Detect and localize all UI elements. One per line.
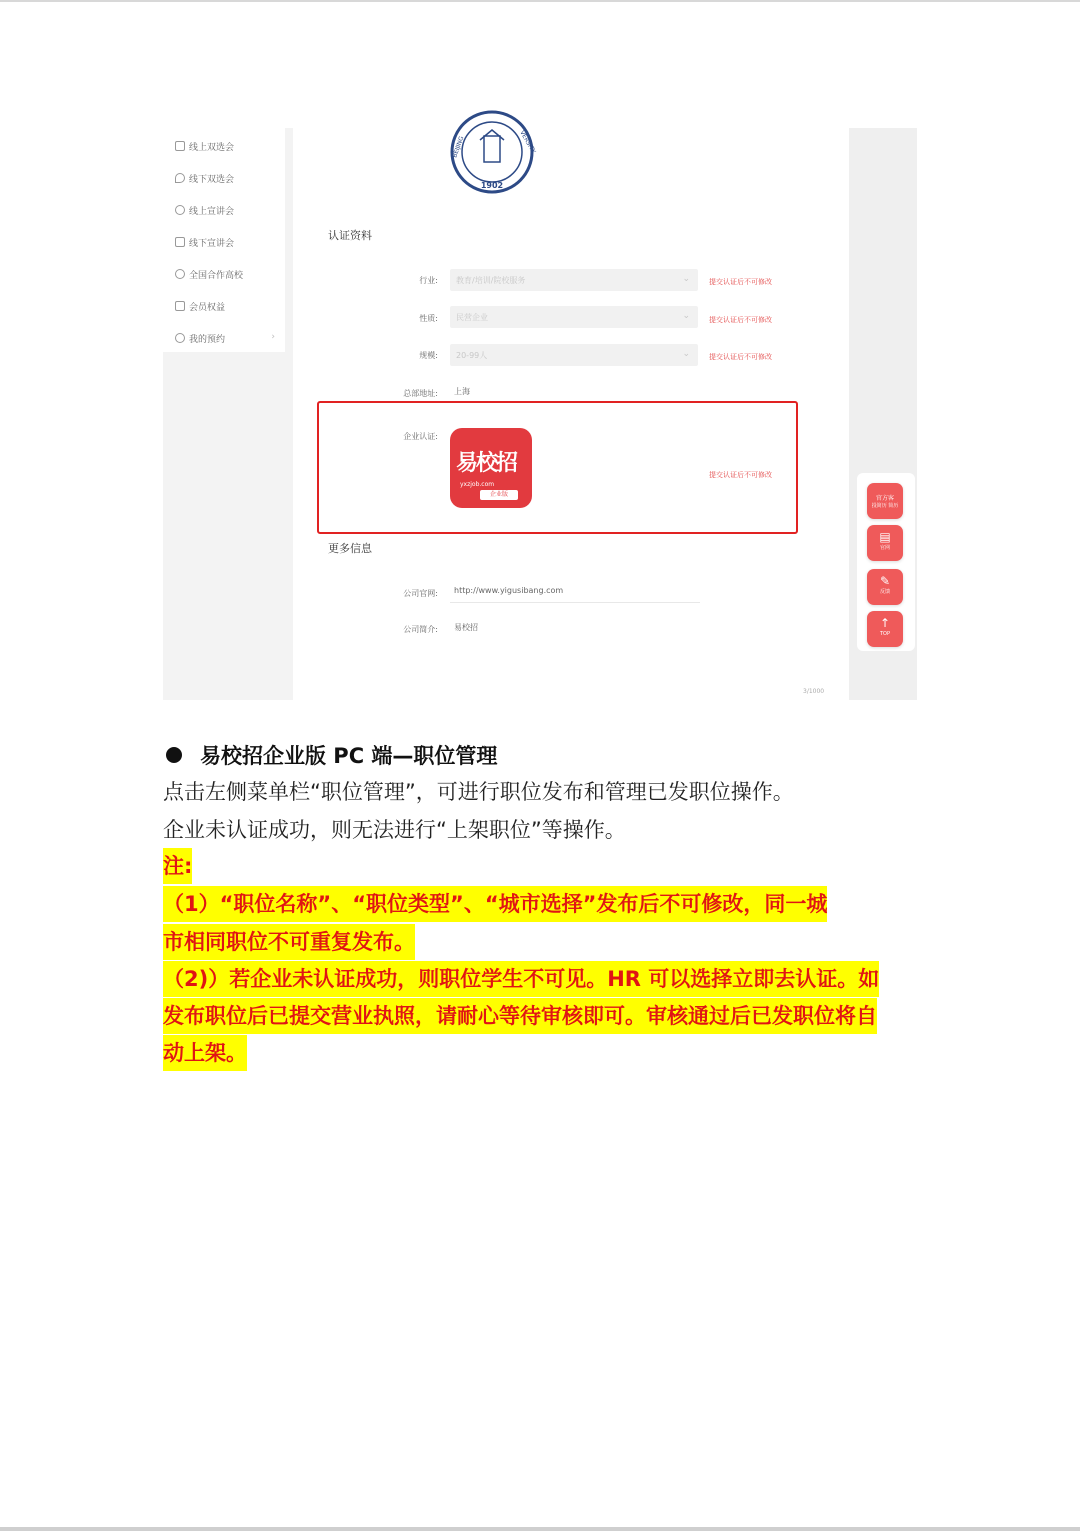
intro-value: 易校招: [454, 623, 478, 632]
nature-value: 民营企业: [456, 313, 488, 322]
nature-note: 提交认证后不可修改: [709, 316, 772, 324]
nature-label: 性质:: [419, 314, 438, 323]
float-button-label: 反馈: [879, 589, 890, 595]
feedback-float-button[interactable]: [867, 569, 903, 605]
note-line: 注:: [163, 848, 192, 884]
float-button-label: 投简历 简历: [871, 503, 899, 509]
university-seal-logo: [450, 128, 537, 194]
microphone-icon: [175, 205, 185, 215]
sidebar-item-membership[interactable]: [175, 297, 280, 315]
floating-toolbar: [857, 473, 915, 651]
sidebar-item-label: 线下双选会: [189, 174, 235, 185]
nature-select[interactable]: [450, 306, 698, 328]
scale-note: 提交认证后不可修改: [709, 353, 772, 361]
industry-note: 提交认证后不可修改: [709, 278, 772, 286]
sidebar: [163, 128, 285, 352]
note-line: （1）“职位名称”、“职位类型”、“城市选择”发布后不可修改，同一城: [163, 886, 827, 922]
sidebar-item-label: 线上双选会: [189, 142, 235, 153]
hq-value: 上海: [454, 387, 470, 396]
service-icon: 官方客: [875, 495, 894, 502]
brand-logo: [450, 428, 532, 508]
seal-text-left: BEIJING: [451, 135, 466, 159]
website-field[interactable]: [450, 584, 700, 603]
sidebar-item-my-bookings[interactable]: [175, 329, 280, 347]
location-pin-icon: [175, 173, 185, 183]
website-label: 公司官网:: [403, 589, 438, 598]
note-line: （2)）若企业未认证成功，则职位学生不可见。HR 可以选择立即去认证。如: [163, 961, 879, 997]
industry-label: 行业:: [419, 276, 438, 285]
brand-url: yxzjob.com: [460, 481, 495, 488]
brand-name: 易校招: [456, 451, 517, 476]
school-icon: [175, 269, 185, 279]
people-icon: [175, 237, 185, 247]
section-heading: [166, 740, 497, 770]
edit-icon: ✎: [879, 574, 891, 588]
intro-label: 公司简介:: [403, 625, 438, 634]
sidebar-item-label: 全国合作高校: [189, 270, 244, 281]
embedded-screenshot: [163, 128, 917, 700]
paragraph-2: 企业未认证成功，则无法进行“上架职位”等操作。: [163, 818, 626, 842]
sidebar-item-label: 我的预约: [189, 334, 226, 345]
sidebar-item-label: 线上宣讲会: [189, 206, 235, 217]
chevron-down-icon: ⌄: [682, 349, 690, 359]
service-float-button[interactable]: [867, 483, 903, 519]
float-button-label: 官网: [879, 545, 890, 551]
section-heading-text: 易校招企业版 PC 端—职位管理: [200, 744, 498, 768]
sidebar-item-label: 会员权益: [189, 302, 226, 313]
heart-icon: [175, 333, 185, 343]
industry-select[interactable]: [450, 269, 698, 291]
intro-field[interactable]: [450, 620, 700, 638]
sidebar-item-partner-schools[interactable]: [175, 265, 280, 283]
hq-label: 总部地址:: [403, 389, 438, 398]
intro-char-counter: 3/1000: [803, 688, 825, 695]
seal-year: 1902: [480, 181, 504, 190]
bullet-icon: [166, 747, 182, 763]
chevron-right-icon: ›: [271, 332, 275, 342]
page-bottom-border: [0, 1527, 1080, 1531]
website-float-button[interactable]: [867, 525, 903, 561]
cert-note: 提交认证后不可修改: [709, 471, 772, 479]
sidebar-item-online-fair[interactable]: [175, 137, 280, 155]
sidebar-item-label: 线下宣讲会: [189, 238, 235, 249]
seal-text-right: VERSITY: [518, 129, 537, 155]
paragraph-1: 点击左侧菜单栏“职位管理”，可进行职位发布和管理已发职位操作。: [163, 780, 794, 804]
sidebar-item-offline-fair[interactable]: [175, 169, 280, 187]
chevron-down-icon: ⌄: [682, 274, 690, 284]
float-button-label: TOP: [879, 631, 890, 637]
cert-highlight-box: [317, 401, 798, 534]
note-line: 动上架。: [163, 1035, 247, 1071]
sidebar-item-offline-talk[interactable]: [175, 233, 280, 251]
scale-select[interactable]: [450, 344, 698, 366]
website-value: http://www.yigusibang.com: [454, 586, 564, 595]
note-line: 市相同职位不可重复发布。: [163, 924, 415, 960]
crown-icon: [175, 301, 185, 311]
industry-value: 教育/培训/院校服务: [456, 276, 526, 285]
scale-label: 规模:: [419, 351, 438, 360]
monitor-icon: [175, 141, 185, 151]
back-to-top-button[interactable]: [867, 611, 903, 647]
arrow-up-icon: ↑: [879, 616, 891, 630]
cert-section-title: 认证资料: [328, 229, 372, 242]
page-top-border: [0, 0, 1080, 2]
more-section-title: 更多信息: [328, 542, 372, 555]
sidebar-item-online-talk[interactable]: [175, 201, 280, 219]
note-line: 发布职位后已提交营业执照，请耐心等待审核即可。审核通过后已发职位将自: [163, 998, 877, 1034]
brand-tag: 企业版: [480, 490, 518, 500]
document-icon: ▤: [879, 530, 891, 544]
scale-value: 20-99人: [456, 351, 488, 360]
cert-label: 企业认证:: [403, 432, 438, 441]
chevron-down-icon: ⌄: [682, 311, 690, 321]
